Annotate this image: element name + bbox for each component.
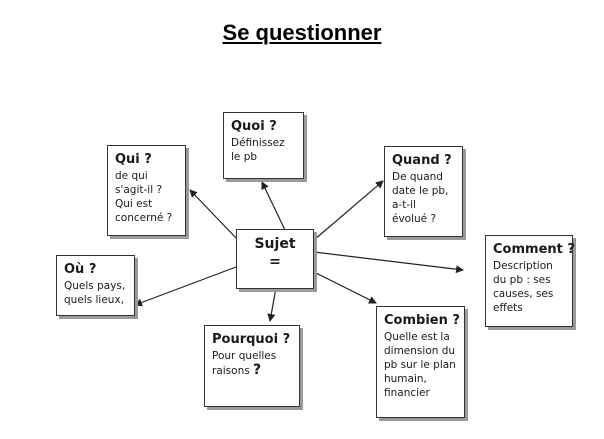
arrow-to-comment xyxy=(314,252,463,270)
node-qui-body: de qui s'agit-il ? Qui est concerné ? xyxy=(115,170,173,224)
node-quand-body: De quand date le pb, a-t-il évolué ? xyxy=(392,171,449,225)
node-quand-head: Quand ? xyxy=(392,153,452,168)
node-qui-head: Qui ? xyxy=(115,152,152,167)
node-ou-head: Où ? xyxy=(64,262,97,277)
node-pourquoi-head: Pourquoi ? xyxy=(212,332,291,347)
node-ou-body: Quels pays, quels lieux, xyxy=(64,280,126,306)
center-label: Sujet xyxy=(254,236,296,252)
node-comment-head: Comment ? xyxy=(493,242,575,257)
arrow-to-combien xyxy=(314,272,376,303)
node-comment xyxy=(485,235,573,327)
node-pourquoi-tail: ? xyxy=(253,362,262,378)
node-combien-head: Combien ? xyxy=(384,313,460,328)
node-quoi-head: Quoi ? xyxy=(231,119,277,134)
node-pourquoi-body-text: Pour quelles raisons xyxy=(212,350,277,377)
arrow-to-quoi xyxy=(262,182,285,230)
arrow-to-ou xyxy=(135,267,236,305)
node-quand xyxy=(384,146,463,237)
node-quoi xyxy=(223,112,304,179)
center-eq: = xyxy=(269,254,281,270)
node-combien xyxy=(376,306,465,418)
arrow-to-quand xyxy=(314,181,383,240)
arrow-to-qui xyxy=(190,190,238,240)
node-quoi-body: Définissez le pb xyxy=(231,137,285,163)
node-ou xyxy=(56,255,135,316)
center-node-sujet xyxy=(236,229,314,289)
page-title: Se questionner xyxy=(222,20,382,45)
node-qui xyxy=(107,145,186,236)
node-comment-body: Description du pb : ses causes, ses effets xyxy=(493,260,554,314)
node-combien-body: Quelle est la dimension du pb sur le plan humain, financier xyxy=(384,331,456,399)
arrow-to-pourquoi xyxy=(270,288,276,321)
node-pourquoi xyxy=(204,325,300,407)
node-pourquoi-body xyxy=(212,349,292,378)
